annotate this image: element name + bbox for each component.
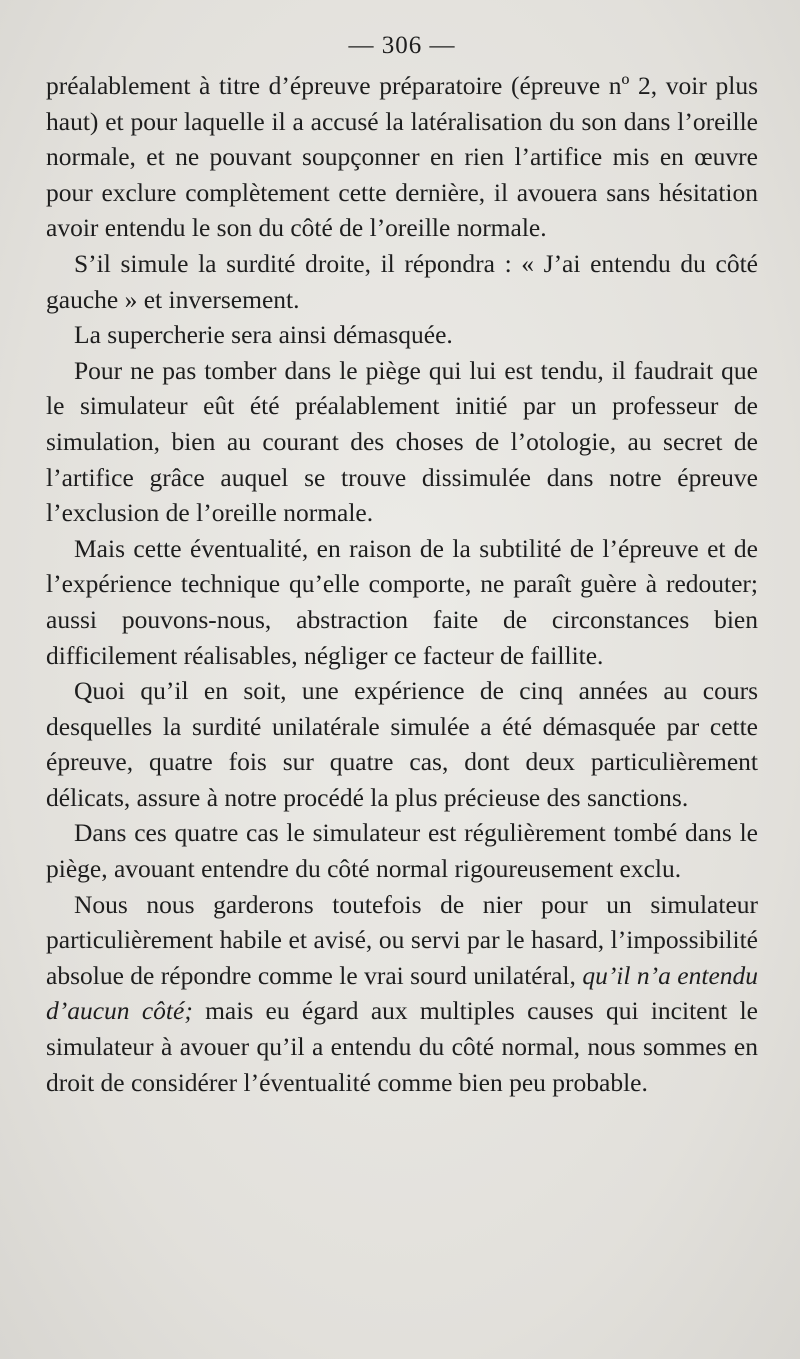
page-number: — 306 — <box>348 32 456 59</box>
paragraph-text: mais eu égard aux multiples causes qui incitent le simulateur à avouer qu’il a entendu du côté normal, nous sommes en droit de considérer l’éventualité comme bien peu probable. <box>46 996 758 1097</box>
paragraph: Dans ces quatre cas le simulateur est régulièrement tombé dans le piège, avouant entendre du côté normal rigoureusement exclu. <box>46 818 758 884</box>
paragraph: Quoi qu’il en soit, une expérience de cinq années au cours desquelles la surdité unilatérale simulée a été démasquée par cette épreuve, quatre fois sur quatre cas, dont deux particulièrement délicats, assure à notre procédé la plus précieuse des sanctions. <box>46 676 758 812</box>
paragraph-text: Nous nous garderons toutefois de nier pour un simulateur particulièrement habile et avisé, ou servi par le hasard, l’impossibilité absolue de répondre comme le vrai sourd unilatéral, <box>46 889 758 990</box>
paragraph: Mais cette éventualité, en raison de la subtilité de l’épreuve et de l’expérience technique qu’elle comporte, ne paraît guère à redouter; aussi pouvons-nous, abstraction faite de circonstances bien difficilement réalisables, négliger ce facteur de faillite. <box>46 533 758 670</box>
paragraph: S’il simule la surdité droite, il répondra : « J’ai entendu du côté gauche » et inversement. <box>46 248 758 314</box>
paragraph: préalablement à titre d’épreuve préparatoire (épreuve nº 2, voir plus haut) et pour laquelle il a accusé la latéralisation du son dans l’oreille normale, et ne pouvant soupçonner en rien l’artifice mis en œuvre pour exclure complètement cette dernière, il avouera sans hésitation avoir entendu le son du côté de l’oreille normale. <box>46 71 758 243</box>
paragraph: Pour ne pas tomber dans le piège qui lui est tendu, il faudrait que le simulateur eût été préalablement initié par un professeur de simulation, bien au courant des choses de l’otologie, au secret de l’artifice grâce auquel se trouve dissimulée dans notre épreuve l’exclusion de l’oreille normale. <box>46 355 758 528</box>
paragraph: La supercherie sera ainsi démasquée. <box>74 320 453 350</box>
paragraph-last <box>46 887 758 1101</box>
italic-phrase: qu’il n’a entendu d’aucun côté; <box>46 960 759 1026</box>
